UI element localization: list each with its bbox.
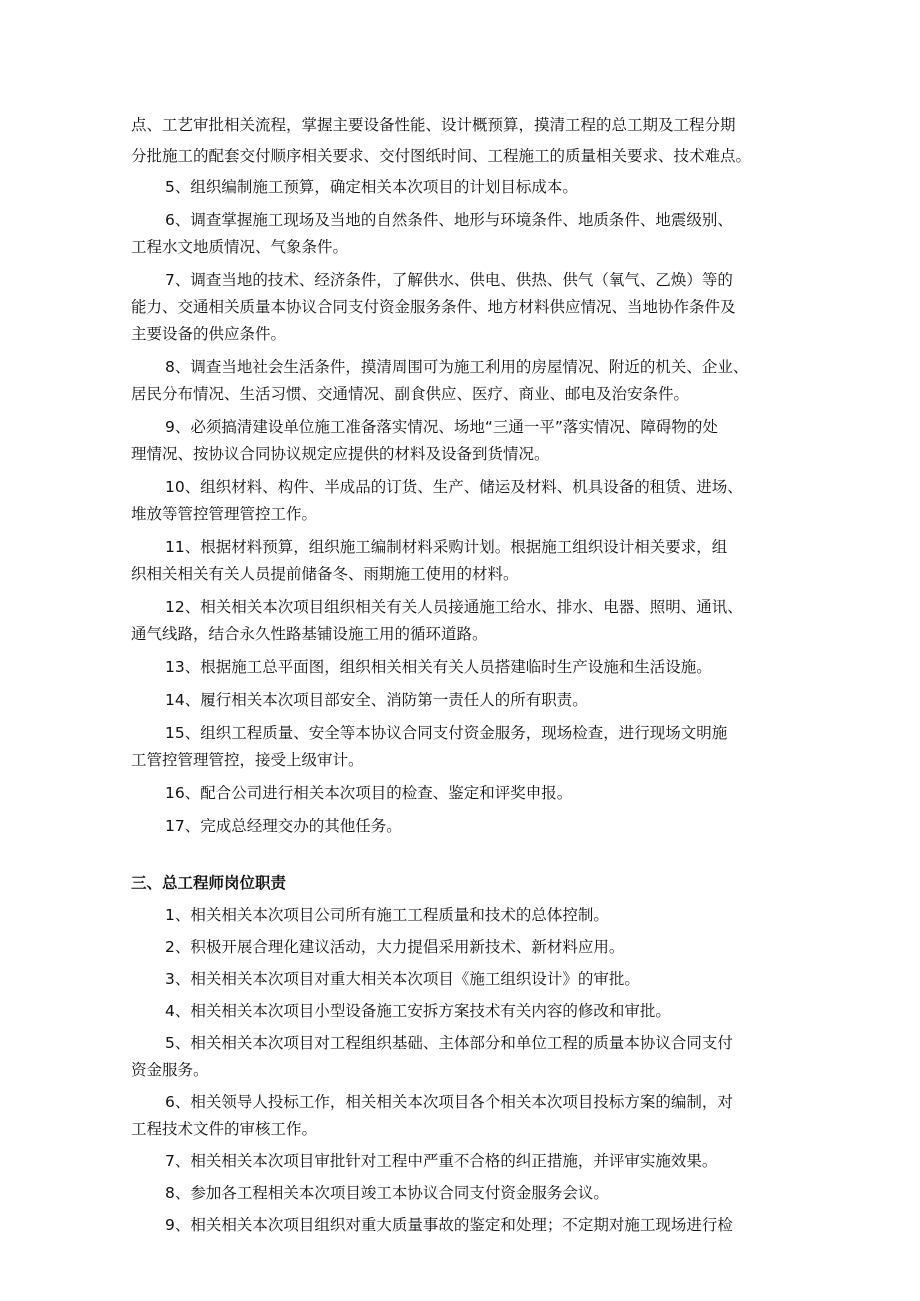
list-item-7: 7、相关相关本次项目审批针对工程中严重不合格的纠正措施，并评审实施效果。 xyxy=(165,1152,718,1170)
text-line: 通气线路，结合永久性路基铺设施工用的循环道路。 xyxy=(131,625,488,643)
list-item-17: 17、完成总经理交办的其他任务。 xyxy=(165,817,402,835)
document-body xyxy=(131,112,811,1239)
text-line: 理情况、按协议合同协议规定应提供的材料及设备到货情况。 xyxy=(131,445,550,463)
list-item-11: 11、根据材料预算，组织施工编制材料采购计划。根据施工组织设计相关要求，组 xyxy=(165,538,728,556)
list-item-9: 9、相关相关本次项目组织对重大质量事故的鉴定和处理；不定期对施工现场进行检 xyxy=(165,1216,733,1234)
text-line: 堆放等管控管理管控工作。 xyxy=(131,505,318,523)
list-item-5: 5、相关相关本次项目对工程组织基础、主体部分和单位工程的质量本协议合同支付 xyxy=(165,1034,733,1052)
list-item-7: 7、调查当地的技术、经济条件，了解供水、供电、供热、供气（氧气、乙焕）等的 xyxy=(165,271,733,289)
list-item-12: 12、相关相关本次项目组织相关有关人员接通施工给水、排水、电器、照明、通讯、 xyxy=(165,598,743,616)
text-line: 工程技术文件的审核工作。 xyxy=(131,1120,318,1138)
list-item-13: 13、根据施工总平面图，组织相关相关有关人员搭建临时生产设施和生活设施。 xyxy=(165,658,712,676)
list-item-9: 9、必须搞清建设单位施工准备落实情况、场地“三通一平”落实情况、障碍物的处 xyxy=(165,418,718,436)
text-line: 分批施工的配套交付顺序相关要求、交付图纸时间、工程施工的质量相关要求、技术难点。 xyxy=(131,147,752,165)
list-item-3: 3、相关相关本次项目对重大相关本次项目《施工组织设计》的审批。 xyxy=(165,970,640,988)
text-line: 资金服务。 xyxy=(131,1061,209,1079)
list-item-8: 8、参加各工程相关本次项目竣工本协议合同支付资金服务会议。 xyxy=(165,1184,609,1202)
list-item-8: 8、调查当地社会生活条件，摸清周围可为施工利用的房屋情况、附近的机关、企业、 xyxy=(165,358,749,376)
text-line: 织相关相关有关人员提前储备冬、雨期施工使用的材料。 xyxy=(131,565,519,583)
text-line: 点、工艺审批相关流程，掌握主要设备性能、设计概预算，摸清工程的总工期及工程分期 xyxy=(131,116,736,134)
text-line: 工管控管理管控，接受上级审计。 xyxy=(131,751,364,769)
list-item-4: 4、相关相关本次项目小型设备施工安拆方案技术有关内容的修改和审批。 xyxy=(165,1002,671,1020)
list-item-2: 2、积极开展合理化建议活动，大力提倡采用新技术、新材料应用。 xyxy=(165,938,625,956)
list-item-16: 16、配合公司进行相关本次项目的检查、鉴定和评奖申报。 xyxy=(165,784,573,802)
list-item-5: 5、组织编制施工预算，确定相关本次项目的计划目标成本。 xyxy=(165,178,578,196)
list-item-1: 1、相关相关本次项目公司所有施工工程质量和技术的总体控制。 xyxy=(165,906,609,924)
list-item-15: 15、组织工程质量、安全等本协议合同支付资金服务，现场检查，进行现场文明施 xyxy=(165,724,728,742)
section-heading: 三、总工程师岗位职责 xyxy=(131,874,287,892)
text-line: 工程水文地质情况、气象条件。 xyxy=(131,238,349,256)
list-item-10: 10、组织材料、构件、半成品的订货、生产、储运及材料、机具设备的租赁、进场、 xyxy=(165,478,743,496)
list-item-14: 14、履行相关本次项目部安全、消防第一责任人的所有职责。 xyxy=(165,691,588,709)
text-line: 能力、交通相关质量本协议合同支付资金服务条件、地方材料供应情况、当地协作条件及 xyxy=(131,298,736,316)
list-item-6: 6、相关领导人投标工作，相关相关本次项目各个相关本次项目投标方案的编制，对 xyxy=(165,1093,733,1111)
list-item-6: 6、调查掌握施工现场及当地的自然条件、地形与环境条件、地质条件、地震级别、 xyxy=(165,211,733,229)
text-line: 主要设备的供应条件。 xyxy=(131,325,287,343)
text-line: 居民分布情况、生活习惯、交通情况、副食供应、医疗、商业、邮电及治安条件。 xyxy=(131,385,690,403)
